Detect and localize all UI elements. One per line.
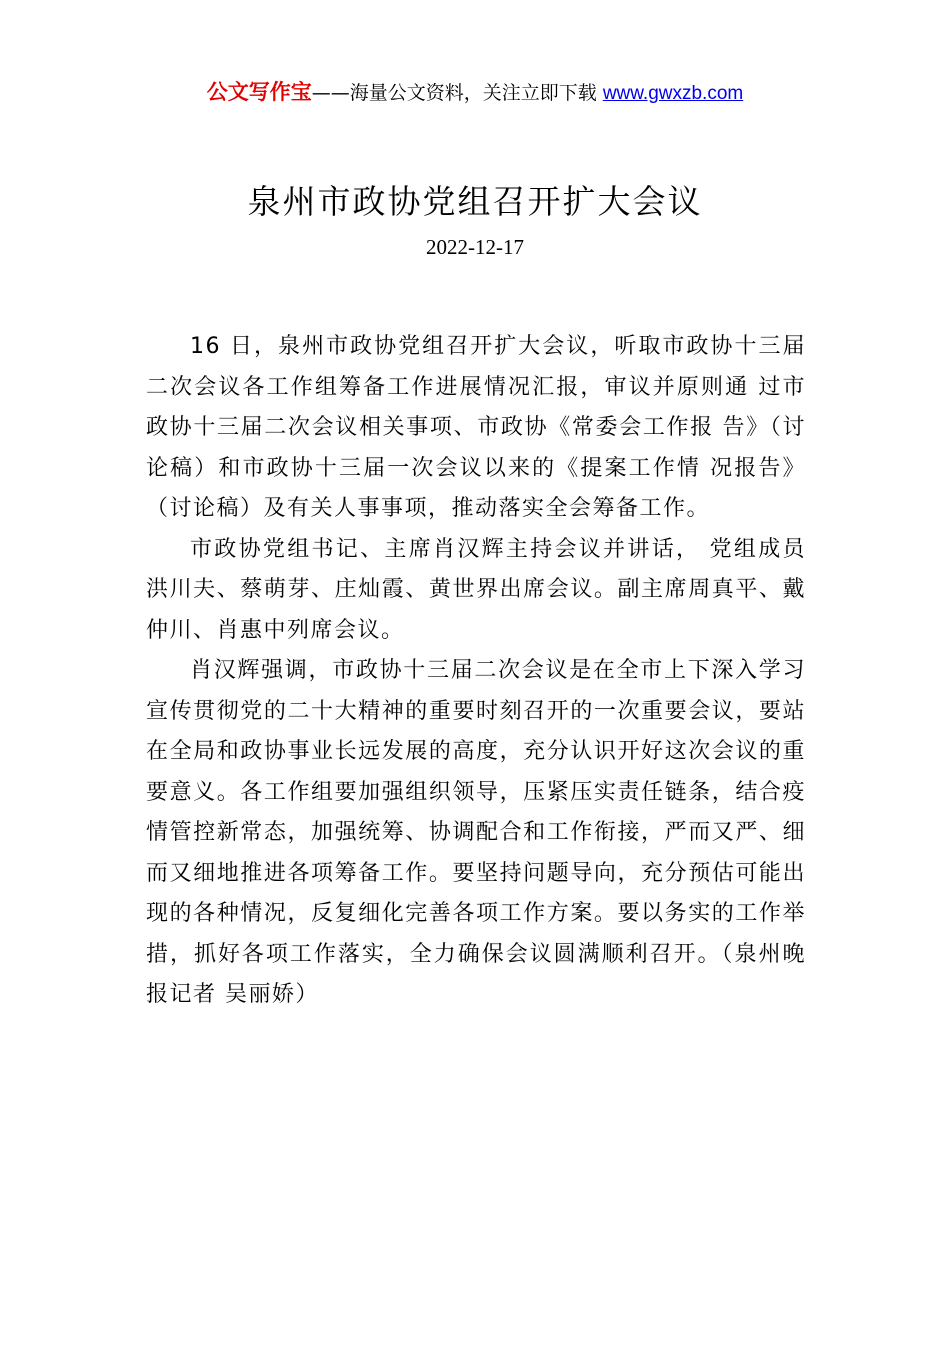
header-slogan: 海量公文资料，关注立即下载 bbox=[349, 82, 603, 104]
paragraph: 16 日，泉州市政协党组召开扩大会议，听取市政协十三届二次会议各工作组筹备工作进展情况汇报，审议并原则通 过市政协十三届二次会议相关事项、市政协《常委会工作报 告》（讨论稿）和市政协十三届一次会议以来的《提案工作情 况报告》（讨论稿）及有关人事事项，推动落实全会筹备工作。 bbox=[146, 334, 806, 521]
brand-name: 公文写作宝 bbox=[206, 80, 312, 104]
paragraph: 肖汉辉强调，市政协十三届二次会议是在全市上下深入学习宣传贯彻党的二十大精神的重要时刻召开的一次重要会议，要站在全局和政协事业长远发展的高度，充分认识开好这次会议的重要意义。各工作组要加强组织领导，压紧压实责任链条，结合疫情管控新常态，加强统筹、协调配合和工作衔接，严而又严、细而又细地推进各项筹备工作。要坚持问题导向，充分预估可能出现的各种情况，反复细化完善各项工作方案。要以务实的工作举措，抓好各项工作落实，全力确保会议圆满顺利召开。（泉州晚报记者 吴丽娇） bbox=[146, 658, 806, 1007]
header-banner bbox=[0, 78, 950, 108]
paragraph: 市政协党组书记、主席肖汉辉主持会议并讲话， 党组成员洪川夫、蔡萌芽、庄灿霞、黄世界出席会议。副主席周真平、戴仲川、肖惠中列席会议。 bbox=[146, 536, 806, 643]
header-dash: —— bbox=[311, 82, 350, 104]
article-body bbox=[146, 327, 806, 1016]
article-date: 2022-12-17 bbox=[426, 235, 524, 259]
page-title: 泉州市政协党组召开扩大会议 bbox=[247, 182, 703, 221]
website-link[interactable]: www.gwxzb.com bbox=[602, 83, 744, 104]
